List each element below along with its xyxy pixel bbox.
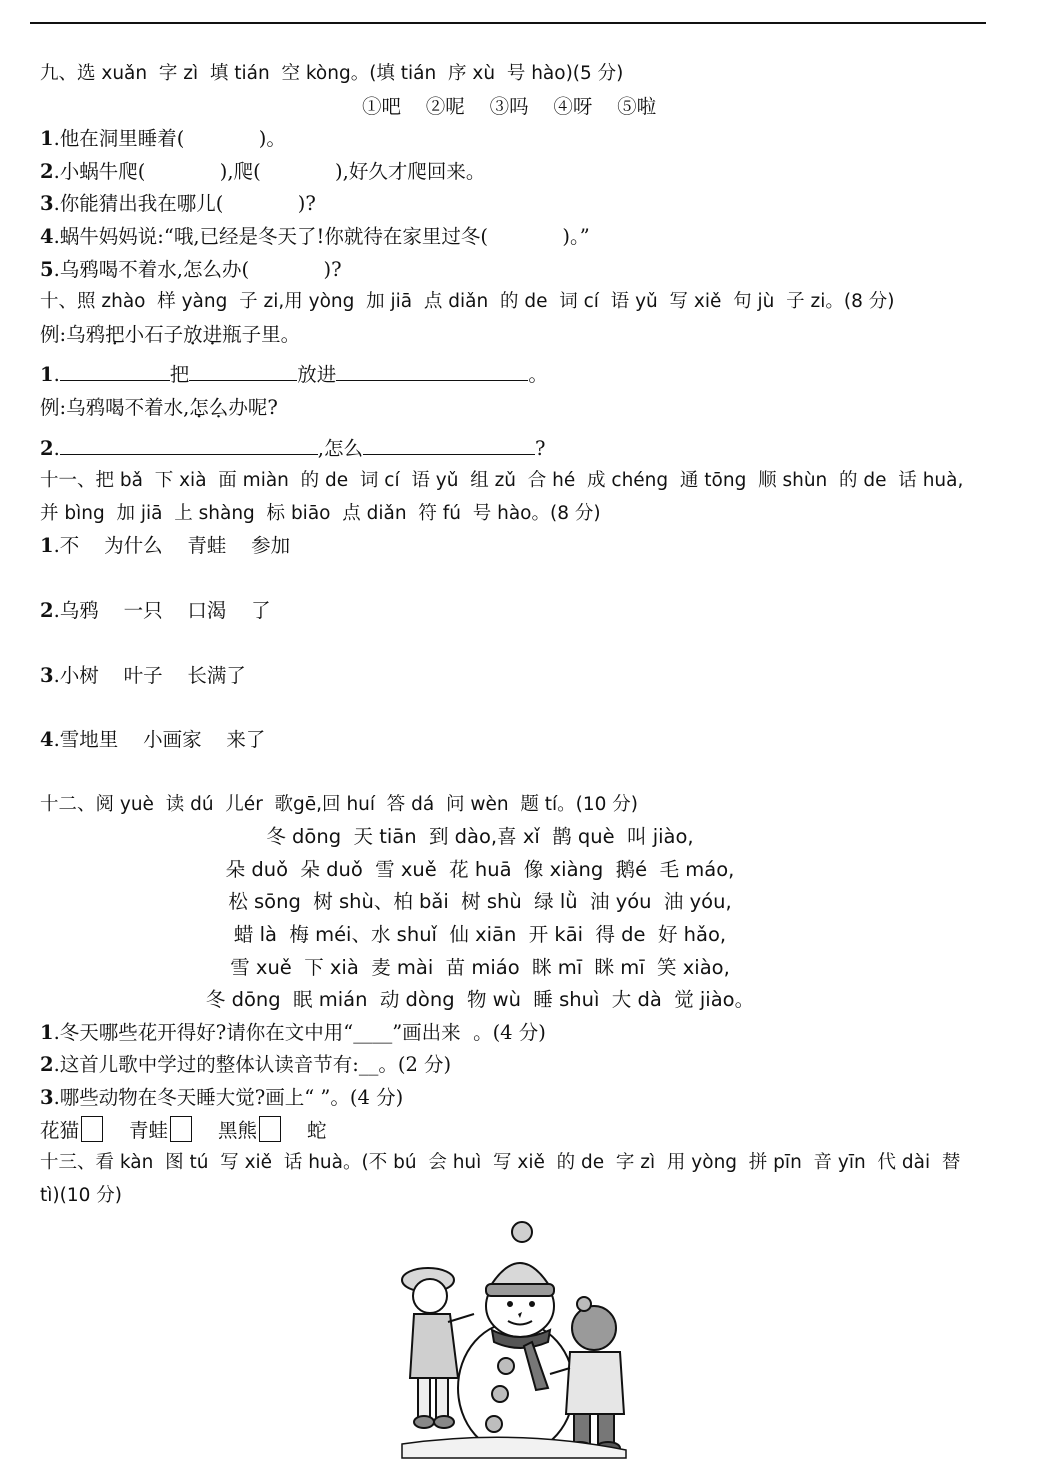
item-word: 把 xyxy=(169,363,190,387)
item-dot: . xyxy=(53,436,60,460)
item-number: 2 xyxy=(40,159,54,183)
dotted-char: 放 xyxy=(183,322,203,346)
answer-blank[interactable] xyxy=(60,434,318,455)
item-number: 3 xyxy=(40,663,54,687)
q12-animal-options xyxy=(40,1115,1010,1148)
q10-answer-line-1 xyxy=(40,359,1010,392)
animal-label: 黑熊 xyxy=(218,1118,258,1142)
answer-space[interactable] xyxy=(40,692,1010,724)
q13-title-line-2: tì)(10 分) xyxy=(40,1184,122,1206)
answer-blank[interactable] xyxy=(60,360,170,381)
q9-items xyxy=(40,123,1010,286)
example-text: 小石子 xyxy=(124,322,184,346)
checkbox[interactable] xyxy=(81,1116,103,1142)
item-punct: 。 xyxy=(528,363,548,387)
poem-line: 冬 dōng 眠 mián 动 dòng 物 wù 睡 shuì 大 dà 觉 jiào。 xyxy=(205,988,755,1012)
snowman-button xyxy=(492,1386,508,1402)
example-text: 瓶子里。 xyxy=(222,322,301,346)
item-text: .哪些动物在冬天睡大觉?画上“ ”。(4 分) xyxy=(53,1086,404,1110)
item-number: 2 xyxy=(40,1053,54,1077)
q9-options: ①吧 ②呢 ③吗 ④呀 ⑤啦 xyxy=(362,94,657,118)
snowman-button xyxy=(486,1416,502,1432)
item-number: 3 xyxy=(40,192,54,216)
worksheet xyxy=(40,58,1010,1212)
q11-item xyxy=(40,660,1010,693)
item-text: .小蜗牛爬( ),爬( ),好久才爬回来。 xyxy=(53,159,486,183)
q11-item xyxy=(40,530,1010,563)
answer-blank[interactable] xyxy=(363,434,535,455)
q10-answer-line-2 xyxy=(40,433,1010,466)
item-number: 1 xyxy=(40,363,54,387)
item-text: .乌鸦 一只 口渴 了 xyxy=(53,598,271,622)
item-number: 1 xyxy=(40,127,54,151)
poem-line: 雪 xuě 下 xià 麦 mài 苗 miáo 眯 mī 眯 mī 笑 xiào, xyxy=(230,955,730,979)
item-text: .雪地里 小画家 来了 xyxy=(53,728,266,752)
q10-title: 十、照 zhào 样 yàng 子 zi,用 yòng 加 jiā 点 diǎn 的 de 词 cí 语 yǔ 写 xiě 句 jù 子 zi。(8 分) xyxy=(40,291,895,313)
item-word: ,怎么 xyxy=(317,436,363,460)
snow-ground xyxy=(402,1437,626,1458)
item-text: .乌鸦喝不着水,怎么办( )? xyxy=(53,257,342,281)
item-text: .不 为什么 青蛙 参加 xyxy=(53,534,291,558)
item-dot: . xyxy=(53,363,60,387)
dotted-char: 怎 xyxy=(189,395,209,419)
hat-pompom xyxy=(512,1222,532,1242)
poem-line: 冬 dōng 天 tiān 到 dào,喜 xǐ 鹊 què 叫 jiào, xyxy=(266,825,694,849)
q11-item xyxy=(40,595,1010,628)
answer-space[interactable] xyxy=(40,628,1010,660)
item-text: .他在洞里睡着( )。 xyxy=(53,127,286,151)
q9-item xyxy=(40,123,1010,156)
poem-line: 松 sōng 树 shù、柏 bǎi 树 shù 绿 lǜ 油 yóu 油 yóu, xyxy=(228,890,732,914)
item-text: .这首儿歌中学过的整体认读音节有:__。(2 分) xyxy=(53,1053,452,1077)
poem-line: 朵 duǒ 朵 duǒ 雪 xuě 花 huā 像 xiàng 鹅é 毛 máo, xyxy=(225,857,735,881)
item-number: 1 xyxy=(40,1020,54,1044)
item-punct: ? xyxy=(534,436,546,460)
example-text: 办呢? xyxy=(228,395,278,419)
example-text: 例:乌鸦喝不着水, xyxy=(40,395,190,419)
answer-space[interactable] xyxy=(40,757,1010,789)
snowman-button xyxy=(498,1358,514,1374)
item-text: .小树 叶子 长满了 xyxy=(53,663,246,687)
q9-item xyxy=(40,221,1010,254)
q10-example-2 xyxy=(40,392,1010,425)
poem xyxy=(0,821,1010,1017)
answer-blank[interactable] xyxy=(336,360,528,381)
item-number: 3 xyxy=(40,1086,54,1110)
checkbox[interactable] xyxy=(170,1116,192,1142)
dotted-char: 把 xyxy=(105,322,125,346)
q11-item xyxy=(40,724,1010,757)
q12-title: 十二、阅 yuè 读 dú 儿ér 歌gē,回 huí 答 dá 问 wèn 题 tí。(10 分) xyxy=(40,793,639,815)
q9-item xyxy=(40,188,1010,221)
q9-item xyxy=(40,156,1010,189)
q11-title-line-2: 并 bìng 加 jiā 上 shàng 标 biāo 点 diǎn 符 fú 号 hào。(8 分) xyxy=(40,502,601,524)
item-number: 2 xyxy=(40,598,54,622)
q12-question xyxy=(40,1049,1010,1082)
q11-title-line-1: 十一、把 bǎ 下 xià 面 miàn 的 de 词 cí 语 yǔ 组 zǔ 合 hé 成 chéng 通 tōng 顺 shùn 的 de 话 huà, xyxy=(40,470,964,492)
dotted-char: 进 xyxy=(202,322,223,346)
item-text: .你能猜出我在哪儿( )? xyxy=(53,192,316,216)
example-text: 例:乌鸦 xyxy=(40,322,106,346)
item-word: 放进 xyxy=(297,363,337,387)
answer-space[interactable] xyxy=(40,563,1010,595)
answer-blank[interactable] xyxy=(189,360,297,381)
q10-example-1 xyxy=(40,319,1010,352)
poem-line: 蜡 là 梅 méi、水 shuǐ 仙 xiān 开 kāi 得 de 好 hǎo, xyxy=(233,923,727,947)
item-text: .冬天哪些花开得好?请你在文中用“____”画出来 。(4 分) xyxy=(53,1020,546,1044)
snowman-with-children-illustration xyxy=(398,1218,630,1462)
hat-band xyxy=(486,1284,554,1296)
top-rule xyxy=(30,22,986,24)
item-number: 5 xyxy=(40,257,54,281)
item-number: 4 xyxy=(40,728,54,752)
item-text: .蜗牛妈妈说:“哦,已经是冬天了!你就待在家里过冬( )。” xyxy=(53,224,590,248)
item-number: 1 xyxy=(40,534,54,558)
q9-item xyxy=(40,254,1010,287)
q13-title-line-1: 十三、看 kàn 图 tú 写 xiě 话 huà。(不 bú 会 huì 写 xiě 的 de 字 zì 用 yòng 拼 pīn 音 yīn 代 dài 替 xyxy=(40,1152,961,1174)
q9-title: 九、选 xuǎn 字 zì 填 tián 空 kòng。(填 tián 序 xù 号 hào)(5 分) xyxy=(40,63,624,84)
q12-question xyxy=(40,1082,1010,1115)
animal-label: 花猫 xyxy=(40,1118,80,1142)
checkbox[interactable] xyxy=(259,1116,281,1142)
dotted-char: 么 xyxy=(208,395,229,419)
q12-question xyxy=(40,1017,1010,1050)
item-number: 2 xyxy=(40,436,54,460)
animal-label: 青蛙 xyxy=(129,1118,169,1142)
item-number: 4 xyxy=(40,224,54,248)
animal-label: 蛇 xyxy=(307,1118,327,1142)
